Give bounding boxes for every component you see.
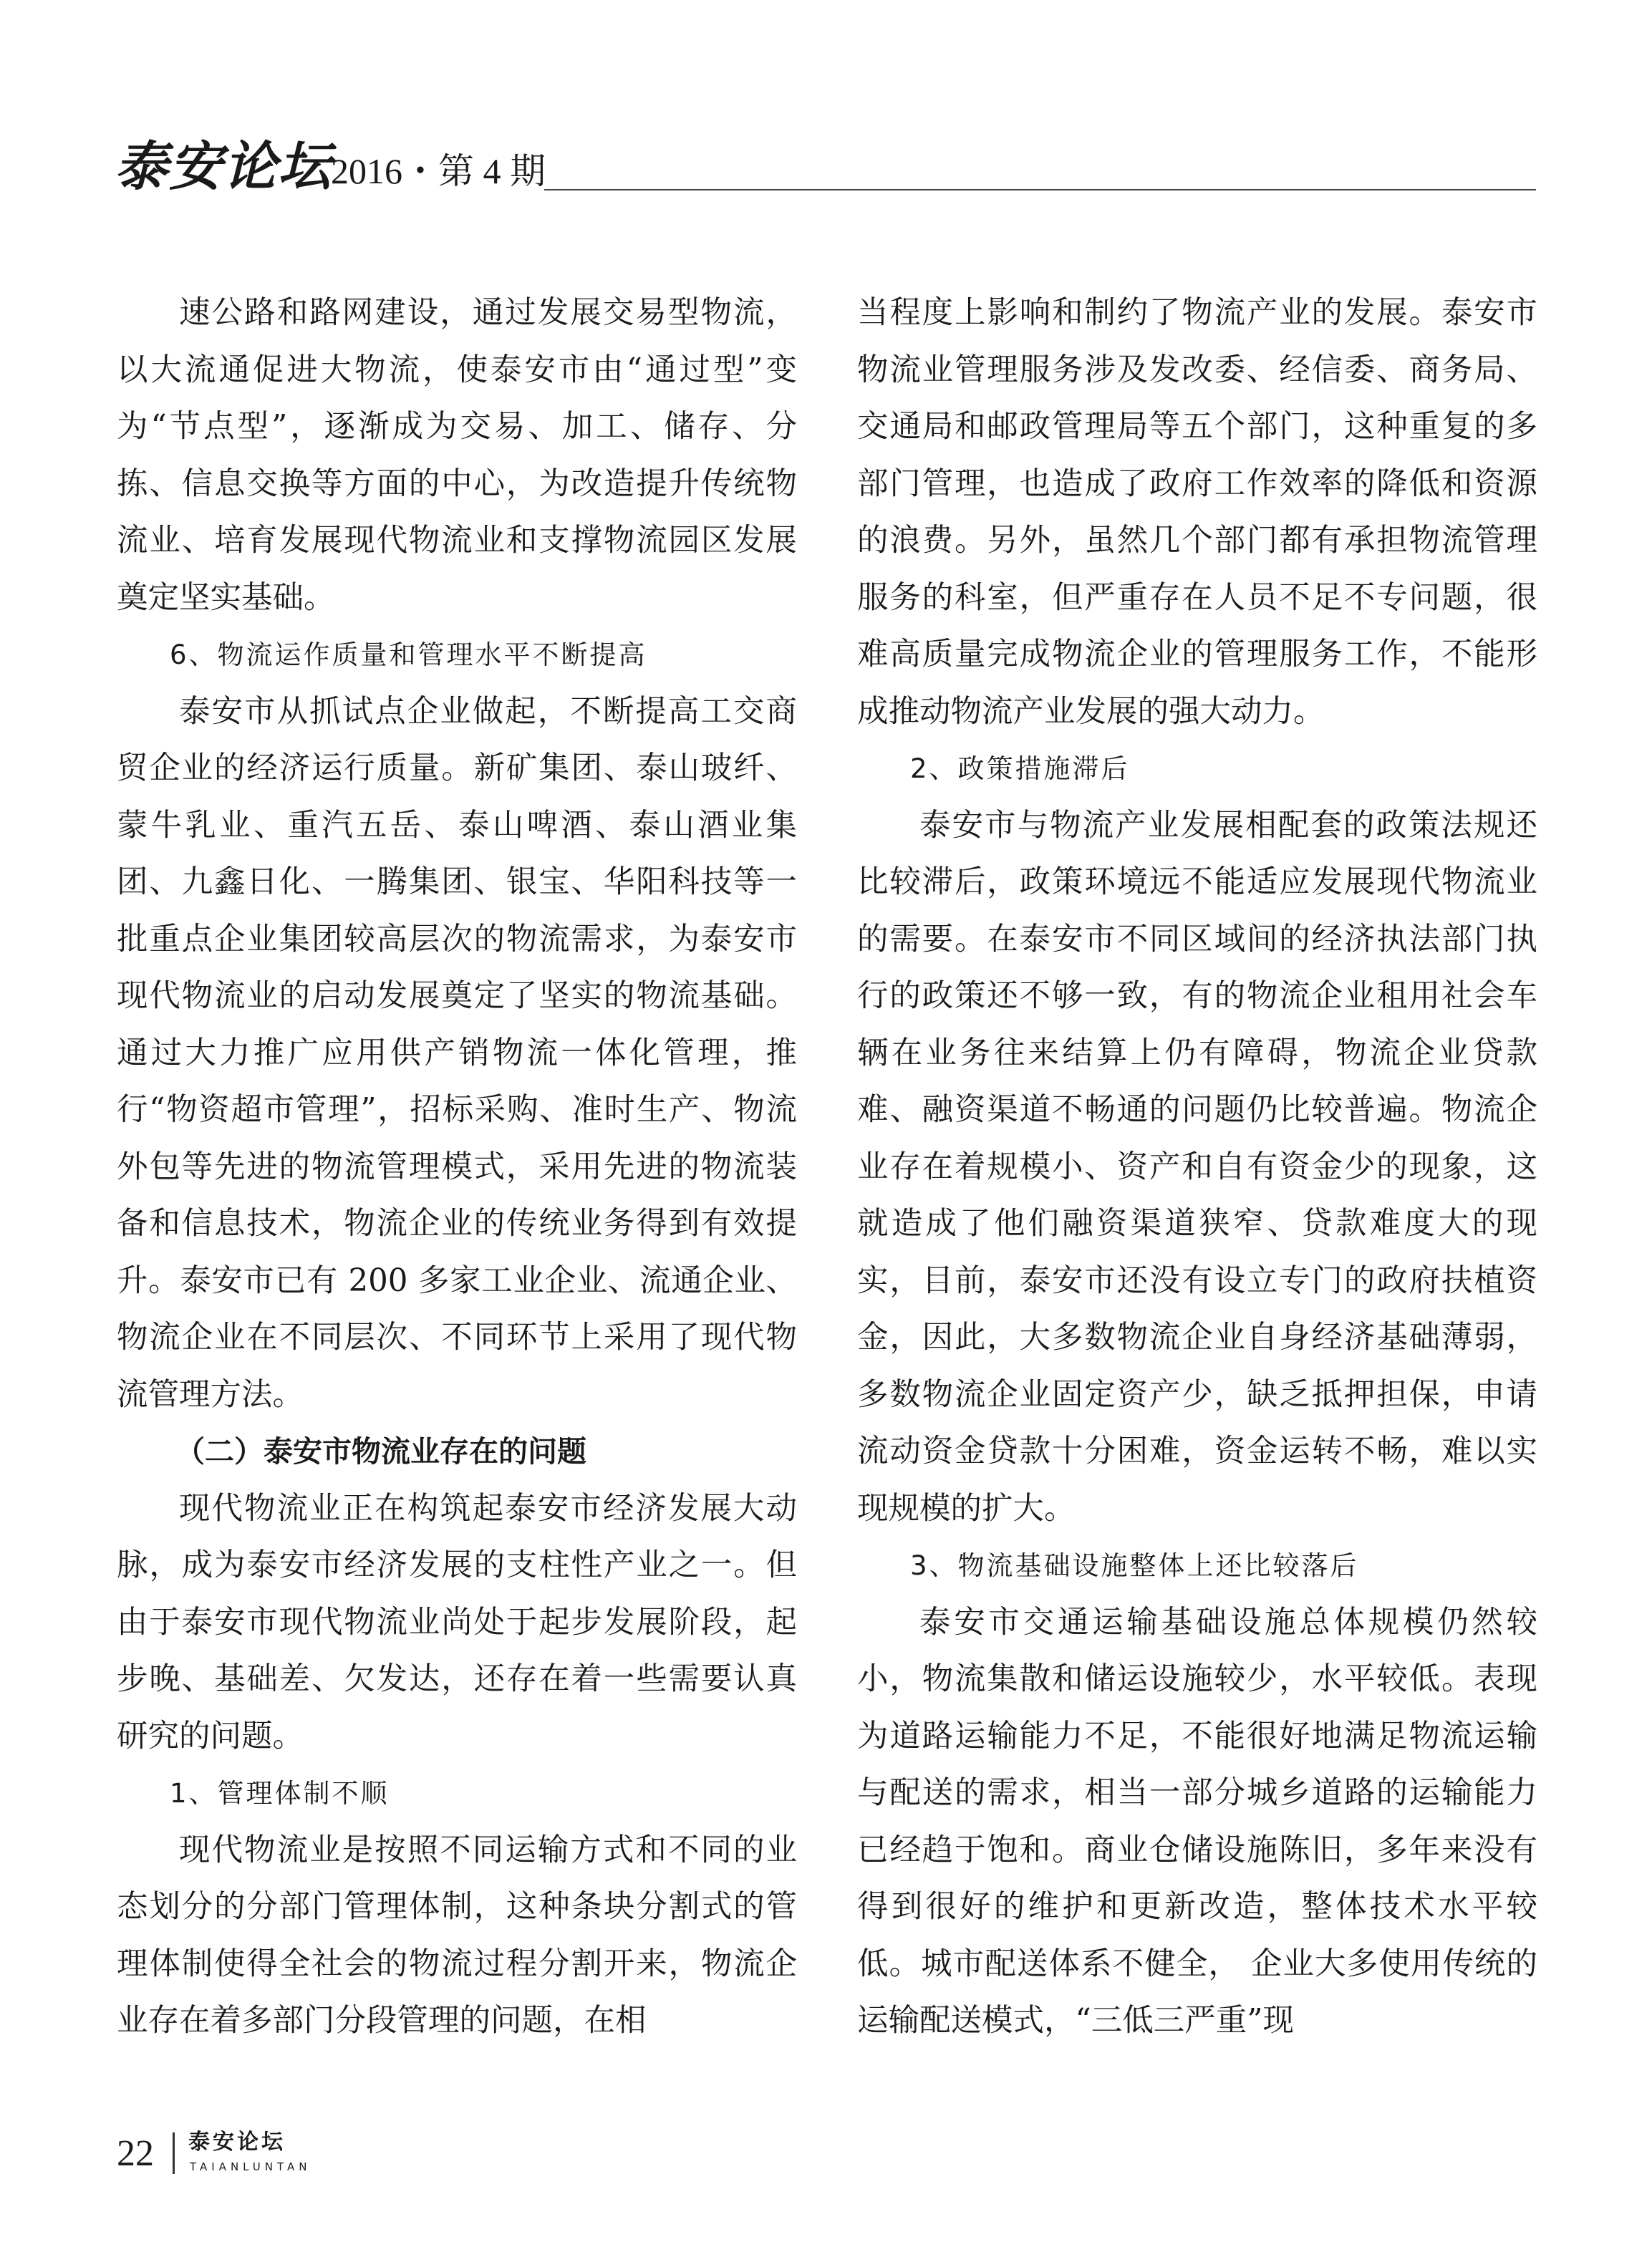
- paragraph: 泰安市交通运输基础设施总体规模仍然较小，物流集散和储运设施较少，水平较低。表现为道路运输能力不足，不能很好地满足物流运输与配送的需求，相当一部分城乡道路的运输能力已经趋于饱和。商业仓储设施陈旧，多年来没有得到很好的维护和更新改造，整体技术水平较低。城市配送体系不健全， 企业大多使用传统的运输配送模式，“三低三严重”现: [857, 1604, 1537, 2039]
- subsection-heading: 3、物流基础设施整体上还比较落后: [910, 1550, 1359, 1581]
- section-heading: （二）泰安市物流业存在的问题: [175, 1434, 586, 1469]
- subsection-heading: 6、物流运作质量和管理水平不断提高: [170, 639, 647, 670]
- issue-label: 2016・第 4 期: [331, 151, 546, 191]
- paragraph: 速公路和路网建设，通过发展交易型物流，以大流通促进大物流，使泰安市由“通过型”变为“节点型”，逐渐成为交易、加工、储存、分拣、信息交换等方面的中心，为改造提升传统物流业、培育发展现代物流业和支撑物流园区发展奠定坚实基础。: [117, 295, 797, 616]
- page-header: [115, 135, 1536, 199]
- paragraph: 泰安市从抓试点企业做起，不断提高工交商贸企业的经济运行质量。新矿集团、泰山玻纤、蒙牛乳业、重汽五岳、泰山啤酒、泰山酒业集团、九鑫日化、一腾集团、银宝、华阳科技等一批重点企业集团较高层次的物流需求，为泰安市现代物流业的启动发展奠定了坚实的物流基础。通过大力推广应用供产销物流一体化管理，推行“物资超市管理”，招标采购、准时生产、物流外包等先进的物流管理模式，采用先进的物流装备和信息技术，物流企业的传统业务得到有效提升。泰安市已有 200 多家工业企业、流通企业、物流企业在不同层次、不同环节上采用了现代物流管理方法。: [117, 693, 797, 1413]
- paragraph-continued: 当程度上影响和制约了物流产业的发展。泰安市物流业管理服务涉及发改委、经信委、商务局、交通局和邮政管理局等五个部门，这种重复的多部门管理，也造成了政府工作效率的降低和资源的浪费。另外，虽然几个部门都有承担物流管理服务的科室，但严重存在人员不足不专问题，很难高质量完成物流企业的管理服务工作，不能形成推动物流产业发展的强大动力。: [857, 295, 1537, 730]
- right-column: [857, 285, 1537, 2050]
- subsection-heading: 2、政策措施滞后: [910, 753, 1130, 784]
- footer-journal-pinyin: TAIANLUNTAN: [190, 2160, 311, 2173]
- paragraph: 现代物流业是按照不同运输方式和不同的业态划分的分部门管理体制，这种条块分割式的管理体制使得全社会的物流过程分割开来，物流企业存在着多部门分段管理的问题，在相: [117, 1832, 797, 2039]
- page-number: 22: [117, 2133, 154, 2174]
- footer-divider: [173, 2132, 175, 2174]
- paragraph: 泰安市与物流产业发展相配套的政策法规还比较滞后，政策环境远不能适应发展现代物流业的需要。在泰安市不同区域间的经济执法部门执行的政策还不够一致，有的物流企业租用社会车辆在业务往来结算上仍有障碍，物流企业贷款难、融资渠道不畅通的问题仍比较普遍。物流企业存在着规模小、资产和自有资金少的现象，这就造成了他们融资渠道狭窄、贷款难度大的现实，目前，泰安市还没有设立专门的政府扶植资金，因此，大多数物流企业自身经济基础薄弱，多数物流企业固定资产少，缺乏抵押担保，申请流动资金贷款十分困难，资金运转不畅，难以实现规模的扩大。: [857, 807, 1537, 1527]
- journal-logo: 泰安论坛: [115, 136, 332, 198]
- left-column: [117, 285, 797, 2050]
- subsection-heading: 1、管理体制不顺: [170, 1778, 390, 1809]
- header-rule: [544, 189, 1536, 190]
- paragraph: 现代物流业正在构筑起泰安市经济发展大动脉，成为泰安市经济发展的支柱性产业之一。但由于泰安市现代物流业尚处于起步发展阶段，起步晚、基础差、欠发达，还存在着一些需要认真研究的问题。: [117, 1490, 797, 1754]
- footer-journal-name: 泰安论坛: [188, 2130, 286, 2155]
- page-footer: [117, 2128, 546, 2185]
